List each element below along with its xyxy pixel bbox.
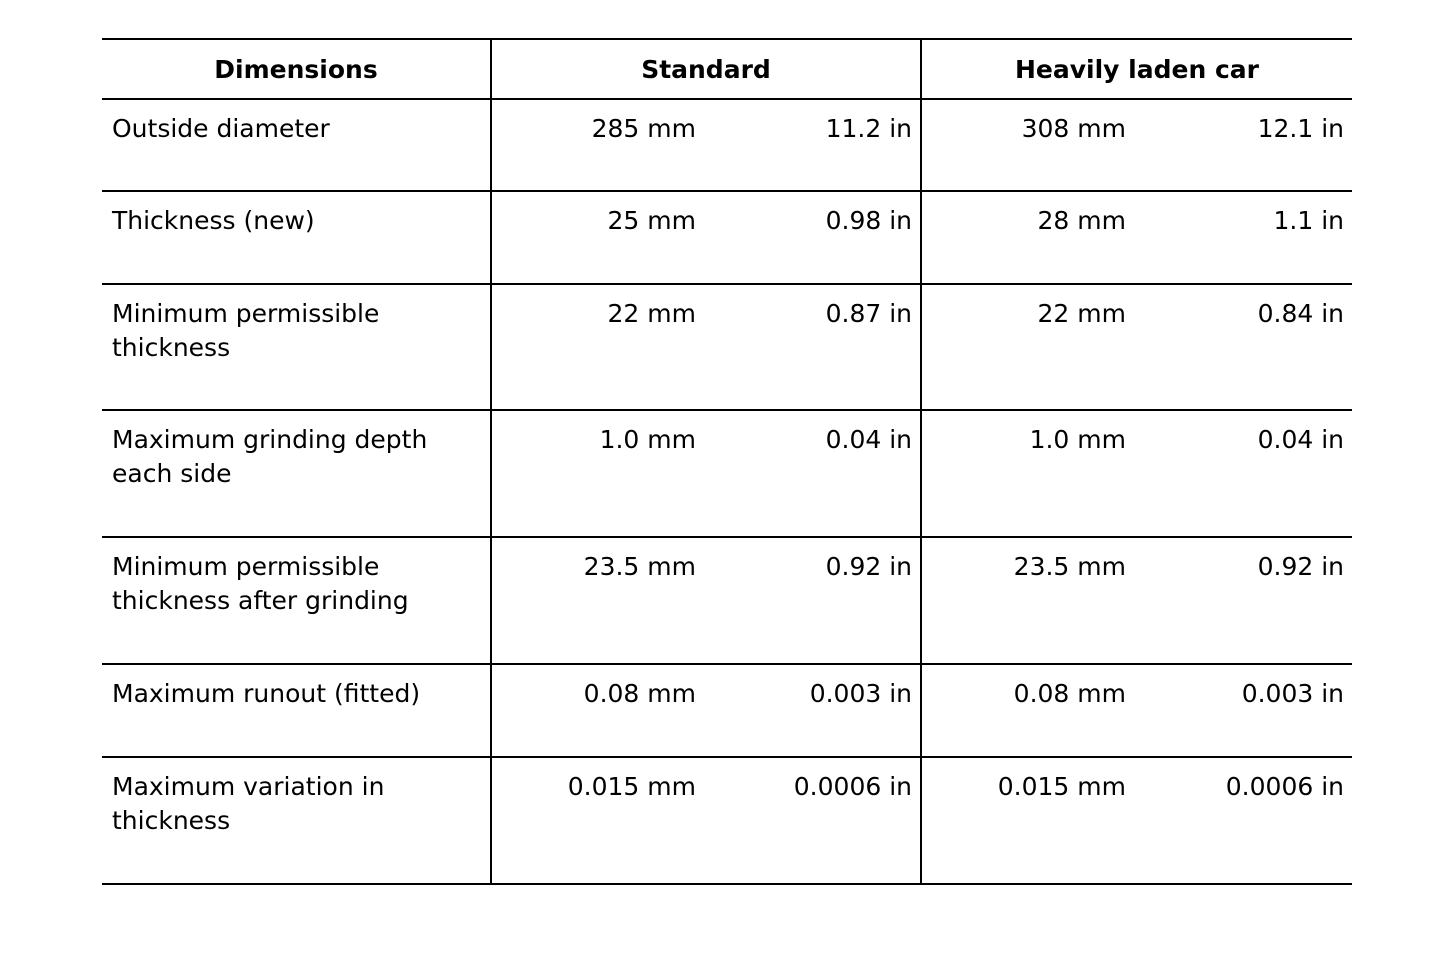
row-label: Maximum grinding depth each side (102, 410, 491, 537)
heavy-in-value: 1.1 in (1134, 191, 1352, 284)
heavy-in-value: 0.84 in (1134, 284, 1352, 410)
heavy-mm-value: 0.015 mm (921, 757, 1134, 884)
heavy-mm-value: 0.08 mm (921, 664, 1134, 757)
row-label: Outside diameter (102, 99, 491, 191)
header-row (102, 39, 1352, 99)
heavy-mm-value: 22 mm (921, 284, 1134, 410)
heavy-in-value: 0.0006 in (1134, 757, 1352, 884)
heavy-in-value: 0.92 in (1134, 537, 1352, 664)
standard-mm-value: 25 mm (491, 191, 704, 284)
standard-in-value: 0.003 in (704, 664, 921, 757)
row-label: Maximum variation in thickness (102, 757, 491, 884)
standard-in-value: 11.2 in (704, 99, 921, 191)
table-row (102, 191, 1352, 284)
table-row (102, 664, 1352, 757)
heavy-mm-value: 28 mm (921, 191, 1134, 284)
heavy-mm-value: 308 mm (921, 99, 1134, 191)
heavy-in-value: 12.1 in (1134, 99, 1352, 191)
standard-mm-value: 23.5 mm (491, 537, 704, 664)
row-label: Thickness (new) (102, 191, 491, 284)
brake-disc-dimensions-table (102, 38, 1352, 885)
standard-in-value: 0.92 in (704, 537, 921, 664)
table-row (102, 99, 1352, 191)
standard-mm-value: 0.015 mm (491, 757, 704, 884)
row-label: Minimum permissible thickness (102, 284, 491, 410)
standard-mm-value: 285 mm (491, 99, 704, 191)
standard-in-value: 0.04 in (704, 410, 921, 537)
heavy-in-value: 0.04 in (1134, 410, 1352, 537)
header-standard: Standard (491, 39, 921, 99)
standard-mm-value: 22 mm (491, 284, 704, 410)
table-row (102, 410, 1352, 537)
table-row (102, 537, 1352, 664)
heavy-mm-value: 23.5 mm (921, 537, 1134, 664)
header-dimensions: Dimensions (102, 39, 491, 99)
row-label: Maximum runout (fitted) (102, 664, 491, 757)
standard-in-value: 0.87 in (704, 284, 921, 410)
standard-in-value: 0.98 in (704, 191, 921, 284)
heavy-mm-value: 1.0 mm (921, 410, 1134, 537)
table-row (102, 757, 1352, 884)
row-label: Minimum permissible thickness after grinding (102, 537, 491, 664)
standard-mm-value: 0.08 mm (491, 664, 704, 757)
heavy-in-value: 0.003 in (1134, 664, 1352, 757)
table-row (102, 284, 1352, 410)
standard-in-value: 0.0006 in (704, 757, 921, 884)
standard-mm-value: 1.0 mm (491, 410, 704, 537)
header-heavily-laden-car: Heavily laden car (921, 39, 1352, 99)
